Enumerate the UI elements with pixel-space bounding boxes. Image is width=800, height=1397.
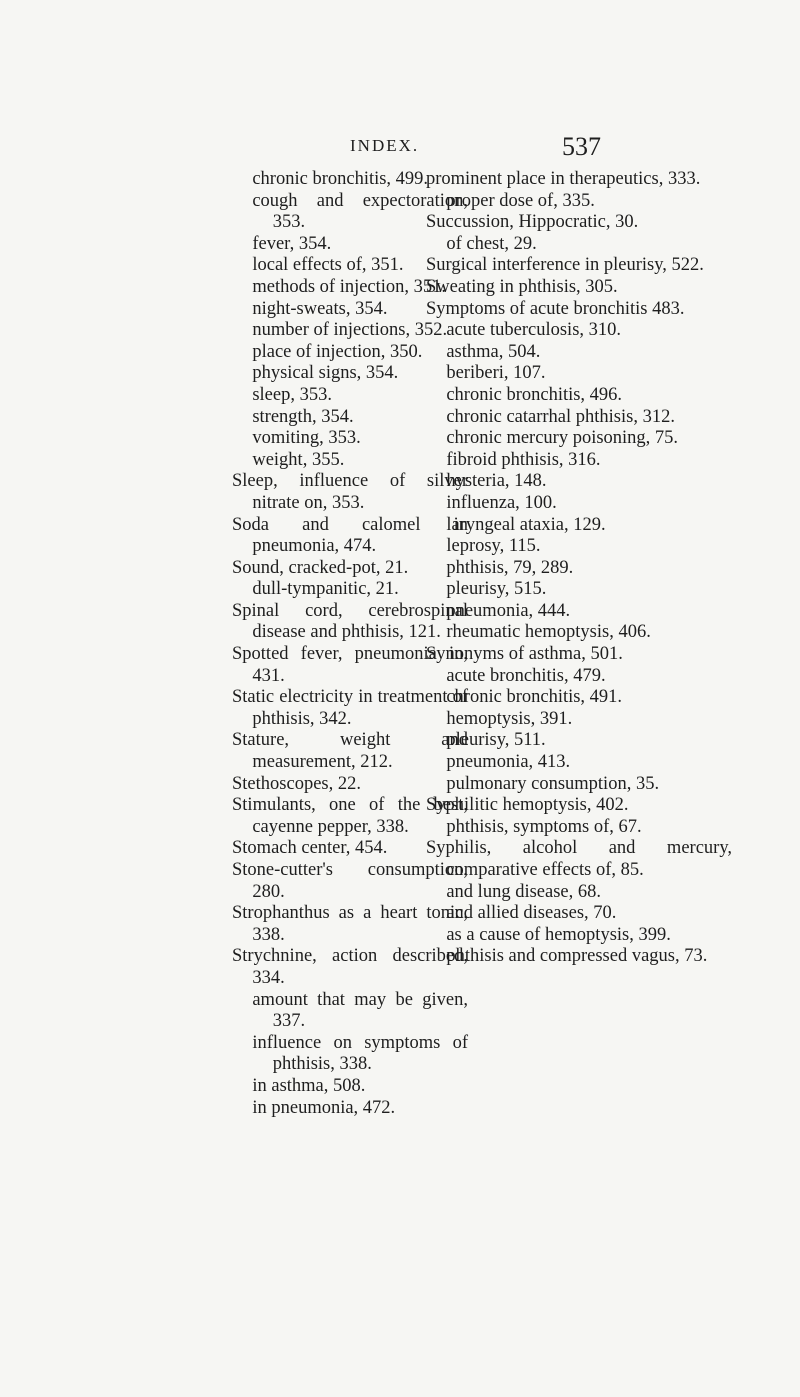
index-entry: Syphilitic hemoptysis, 402.: [426, 795, 629, 816]
index-subentry: in asthma, 508.: [252, 1075, 366, 1096]
index-subentry: acute tuberculosis, 310.: [446, 320, 622, 341]
index-subentry: pneumonia, 413.: [446, 752, 571, 773]
running-head: [0, 132, 800, 162]
index-subentry: laryngeal ataxia, 129.: [446, 514, 606, 535]
index-subentry: chronic catarrhal phthisis, 312.: [446, 406, 675, 427]
index-subentry: strength, 354.: [252, 406, 354, 427]
index-subentry: pneumonia, 444.: [446, 600, 571, 621]
index-entry: Soda and calomel in pneumonia, 474.: [232, 514, 468, 557]
index-subentry: place of injection, 350.: [252, 341, 423, 362]
index-entry: Stomach center, 454.: [232, 838, 388, 859]
index-entry: Stethoscopes, 22.: [232, 773, 361, 794]
index-subentry: acute bronchitis, 479.: [446, 665, 606, 686]
index-subentry: hemoptysis, 391.: [446, 708, 573, 729]
index-subentry: as a cause of hemoptysis, 399.: [446, 924, 671, 945]
index-entry: Spinal cord, cerebrospinal disease and phthisis, 121.: [232, 600, 468, 643]
index-subentry: chronic bronchitis, 496.: [446, 384, 623, 405]
index-entry: Stone-cutter's consumption, 280.: [232, 860, 468, 902]
index-column-right: [426, 169, 732, 968]
index-subentry: pleurisy, 515.: [446, 579, 547, 600]
index-subentry: leprosy, 115.: [446, 536, 541, 557]
index-entry: Spotted fever, pneumonia in, 431.: [232, 644, 468, 686]
index-subentry: chronic mercury poisoning, 75.: [446, 428, 679, 449]
index-entry: Succussion, Hippocratic, 30.: [426, 212, 639, 233]
index-subentry: phthisis, 79, 289.: [446, 557, 574, 578]
index-subentry: pleurisy, 511.: [446, 730, 546, 751]
index-subentry: influence on symptoms of phthisis, 338.: [252, 1032, 468, 1075]
index-subentry: night-sweats, 354.: [252, 298, 388, 319]
index-subentry: dull-tympanitic, 21.: [252, 579, 399, 600]
index-subentry: chronic bronchitis, 491.: [446, 687, 623, 708]
index-subentry: number of injections, 352.: [252, 320, 448, 341]
index-entry: Symptoms of acute bronchitis 483.: [426, 298, 685, 319]
index-subentry: methods of injection, 351.: [252, 276, 447, 297]
index-subentry: influenza, 100.: [446, 492, 557, 513]
index-entry: Strophanthus as a heart tonic, 338.: [232, 903, 468, 945]
index-subentry: fibroid phthisis, 316.: [446, 449, 601, 470]
index-entry: Surgical interference in pleurisy, 522.: [426, 255, 704, 276]
index-subentry: local effects of, 351.: [252, 255, 404, 276]
index-entry: Sound, cracked-pot, 21.: [232, 557, 409, 578]
page-title: INDEX.: [350, 136, 420, 155]
index-entry: Strychnine, action described, 334.: [232, 946, 468, 988]
index-subentry: phthisis, symptoms of, 67.: [446, 816, 642, 837]
index-subentry: hysteria, 148.: [446, 471, 547, 492]
index-subentry: in pneumonia, 472.: [252, 1097, 396, 1118]
index-entry: Sleep, influence of silver nitrate on, 353.: [232, 471, 468, 513]
index-subentry: fever, 354.: [252, 233, 332, 254]
index-entry: Sweating in phthisis, 305.: [426, 276, 618, 297]
index-subentry: cough and expectoration, 353.: [252, 190, 468, 233]
index-subentry: amount that may be given, 337.: [252, 989, 468, 1032]
index-subentry: phthisis and compressed vagus, 73.: [446, 946, 708, 967]
index-subentry: vomiting, 353.: [252, 428, 361, 449]
index-subentry: and lung disease, 68.: [446, 881, 601, 902]
index-entry: Stature, weight and measurement, 212.: [232, 730, 468, 773]
index-subentry: of chest, 29.: [446, 233, 537, 254]
page-number: 537: [562, 132, 601, 161]
index-subentry: sleep, 353.: [252, 384, 332, 405]
index-subentry: and allied diseases, 70.: [446, 903, 617, 924]
index-subentry: proper dose of, 335.: [446, 190, 595, 211]
index-subentry: weight, 355.: [252, 449, 345, 470]
index-entry: Syphilis, alcohol and mercury, comparative effects of, 85.: [426, 838, 732, 880]
index-subentry: chronic bronchitis, 499.: [252, 169, 429, 189]
index-subentry: asthma, 504.: [446, 341, 541, 362]
index-entry: prominent place in therapeutics, 333.: [426, 169, 701, 189]
index-subentry: pulmonary consumption, 35.: [446, 773, 660, 794]
index-entry: Synonyms of asthma, 501.: [426, 644, 623, 665]
index-subentry: beriberi, 107.: [446, 363, 546, 384]
index-entry: Stimulants, one of the best, cayenne pepper, 338.: [232, 795, 468, 837]
index-subentry: rheumatic hemoptysis, 406.: [446, 622, 651, 643]
index-entry: Static electricity in treatment of phthisis, 342.: [232, 687, 468, 729]
index-subentry: physical signs, 354.: [252, 363, 399, 384]
